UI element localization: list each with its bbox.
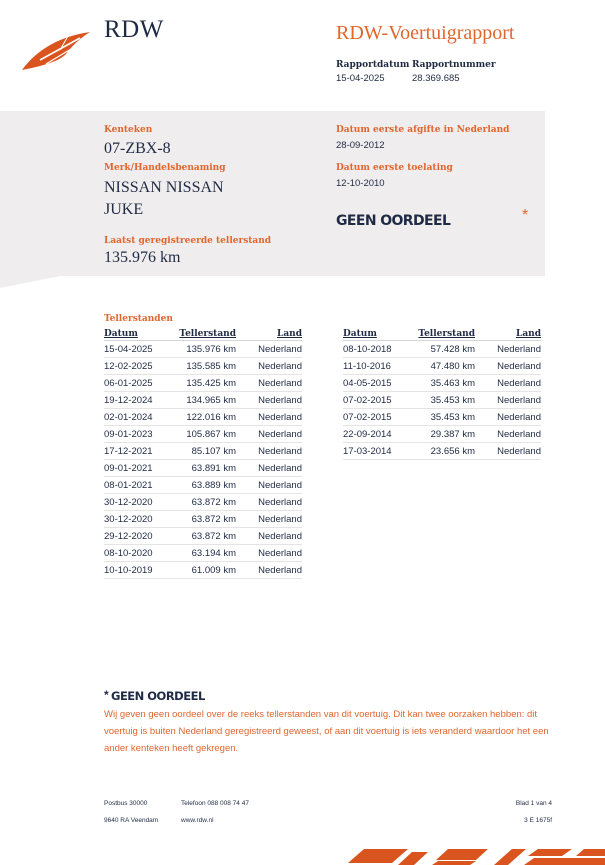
table-row (104, 426, 302, 443)
country-cell: Nederland (236, 409, 302, 426)
odometer-label: Laatst geregistreerde tellerstand (104, 236, 272, 246)
country-cell: Nederland (236, 511, 302, 528)
table-row (343, 358, 541, 375)
make-line-2: JUKE (104, 201, 144, 218)
table-row (343, 426, 541, 443)
odometer-cell: 135.585 km (178, 358, 236, 375)
odometer-cell: 135.425 km (178, 375, 236, 392)
odometer-cell: 29.387 km (417, 426, 475, 443)
odometer-cell: 85.107 km (178, 443, 236, 460)
report-number: 28.369.685 (412, 73, 460, 84)
plate-label: Kenteken (104, 125, 153, 135)
country-cell: Nederland (475, 392, 541, 409)
footer-phone: Telefoon 088 008 74 47 (181, 800, 249, 807)
footer-website-link[interactable]: www.rdw.nl (181, 817, 214, 824)
date-cell: 07-02-2015 (343, 392, 417, 409)
country-cell: Nederland (475, 358, 541, 375)
verdict-text: GEEN OORDEEL (336, 213, 451, 229)
date-cell: 07-02-2015 (343, 409, 417, 426)
odometer-cell: 47.480 km (417, 358, 475, 375)
table-header-row (343, 328, 541, 341)
country-cell: Nederland (236, 341, 302, 358)
date-cell: 29-12-2020 (104, 528, 178, 545)
country-cell: Nederland (236, 358, 302, 375)
odometer-cell: 135.976 km (178, 341, 236, 358)
note-body: Wij geven geen oordeel over de reeks tellerstanden van dit voertuig. Dit kan twee oorzaken hebben: dit voertuig is buiten Nederland geregistreerd geweest, of aan dit voertuig is iets veranderd waardoor het een ander kenteken heeft gekregen. (104, 709, 549, 754)
country-cell: Nederland (475, 426, 541, 443)
odometer-cell: 63.891 km (178, 460, 236, 477)
report-date: 15-04-2025 (336, 73, 385, 84)
date-cell: 06-01-2025 (104, 375, 178, 392)
date-cell: 17-03-2014 (343, 443, 417, 460)
odometer-cell: 63.872 km (178, 494, 236, 511)
readings-table-left (104, 328, 302, 579)
readings-section-title: Tellerstanden (104, 314, 173, 324)
note-asterisk: * (104, 688, 109, 702)
table-row (104, 477, 302, 494)
table-row (104, 511, 302, 528)
table-row (343, 341, 541, 358)
table-row (104, 409, 302, 426)
note-title: GEEN OORDEEL (111, 689, 205, 703)
date-cell: 08-01-2021 (104, 477, 178, 494)
country-cell: Nederland (475, 443, 541, 460)
odometer-cell: 23.656 km (417, 443, 475, 460)
odometer-cell: 57.428 km (417, 341, 475, 358)
odometer-value: 135.976 km (104, 249, 181, 266)
odometer-cell: 134.965 km (178, 392, 236, 409)
date-cell: 09-01-2023 (104, 426, 178, 443)
odometer-cell: 122.016 km (178, 409, 236, 426)
date-cell: 11-10-2016 (343, 358, 417, 375)
column-header-odometer: Tellerstand (418, 329, 475, 339)
odometer-cell: 35.453 km (417, 409, 475, 426)
date-cell: 04-05-2015 (343, 375, 417, 392)
table-row (343, 409, 541, 426)
date-cell: 15-04-2025 (104, 341, 178, 358)
table-row (343, 392, 541, 409)
panel-corner-fold (0, 276, 60, 288)
table-row (104, 375, 302, 392)
date-cell: 12-02-2025 (104, 358, 178, 375)
country-cell: Nederland (475, 409, 541, 426)
report-number-label: Rapportnummer (412, 60, 496, 70)
plate-value: 07-ZBX-8 (104, 140, 171, 157)
country-cell: Nederland (236, 392, 302, 409)
date-cell: 17-12-2021 (104, 443, 178, 460)
make-line-1: NISSAN NISSAN (104, 179, 224, 196)
rdw-logo-icon (20, 28, 92, 72)
report-date-label: Rapportdatum (336, 60, 410, 70)
country-cell: Nederland (236, 528, 302, 545)
table-row (104, 443, 302, 460)
table-row (343, 375, 541, 392)
column-header-country: Land (236, 328, 302, 341)
column-header-country: Land (475, 328, 541, 341)
footer-code: 3 E 1675f (524, 817, 552, 824)
country-cell: Nederland (236, 443, 302, 460)
table-header-row (104, 328, 302, 341)
table-row (104, 460, 302, 477)
brand-name: RDW (104, 16, 164, 43)
make-label: Merk/Handelsbenaming (104, 163, 226, 173)
country-cell: Nederland (236, 460, 302, 477)
table-row (104, 545, 302, 562)
first-registration-nl-value: 28-09-2012 (336, 140, 385, 151)
table-row (104, 562, 302, 579)
date-cell: 09-01-2021 (104, 460, 178, 477)
odometer-cell: 63.889 km (178, 477, 236, 494)
odometer-cell: 63.872 km (178, 528, 236, 545)
country-cell: Nederland (236, 562, 302, 579)
country-cell: Nederland (236, 494, 302, 511)
date-cell: 10-10-2019 (104, 562, 178, 579)
table-row (104, 494, 302, 511)
odometer-cell: 105.867 km (178, 426, 236, 443)
odometer-cell: 63.194 km (178, 545, 236, 562)
column-header-date: Datum (343, 328, 417, 341)
date-cell: 30-12-2020 (104, 511, 178, 528)
footer-postbus: Postbus 30000 (104, 800, 148, 807)
footer-stripes-decoration (348, 846, 605, 865)
date-cell: 08-10-2018 (343, 341, 417, 358)
table-row (104, 392, 302, 409)
odometer-cell: 61.009 km (178, 562, 236, 579)
date-cell: 08-10-2020 (104, 545, 178, 562)
country-cell: Nederland (236, 477, 302, 494)
date-cell: 19-12-2024 (104, 392, 178, 409)
table-row (104, 341, 302, 358)
country-cell: Nederland (475, 375, 541, 392)
table-row (104, 358, 302, 375)
vehicle-summary-panel (0, 111, 545, 276)
country-cell: Nederland (475, 341, 541, 358)
first-admission-label: Datum eerste toelating (336, 163, 453, 173)
column-header-odometer: Tellerstand (179, 329, 236, 339)
footer-page-number: Blad 1 van 4 (515, 800, 552, 807)
verdict-asterisk: * (522, 207, 529, 224)
first-admission-value: 12-10-2010 (336, 178, 385, 189)
footer-address: 9640 RA Veendam (104, 817, 159, 824)
date-cell: 30-12-2020 (104, 494, 178, 511)
column-header-date: Datum (104, 328, 178, 341)
odometer-cell: 35.453 km (417, 392, 475, 409)
table-row (104, 528, 302, 545)
report-title: RDW-Voertuigrapport (336, 22, 515, 44)
first-registration-nl-label: Datum eerste afgifte in Nederland (336, 125, 510, 135)
date-cell: 02-01-2024 (104, 409, 178, 426)
odometer-cell: 63.872 km (178, 511, 236, 528)
odometer-cell: 35.463 km (417, 375, 475, 392)
table-row (343, 443, 541, 460)
country-cell: Nederland (236, 375, 302, 392)
date-cell: 22-09-2014 (343, 426, 417, 443)
country-cell: Nederland (236, 545, 302, 562)
readings-table-right (343, 328, 541, 460)
country-cell: Nederland (236, 426, 302, 443)
